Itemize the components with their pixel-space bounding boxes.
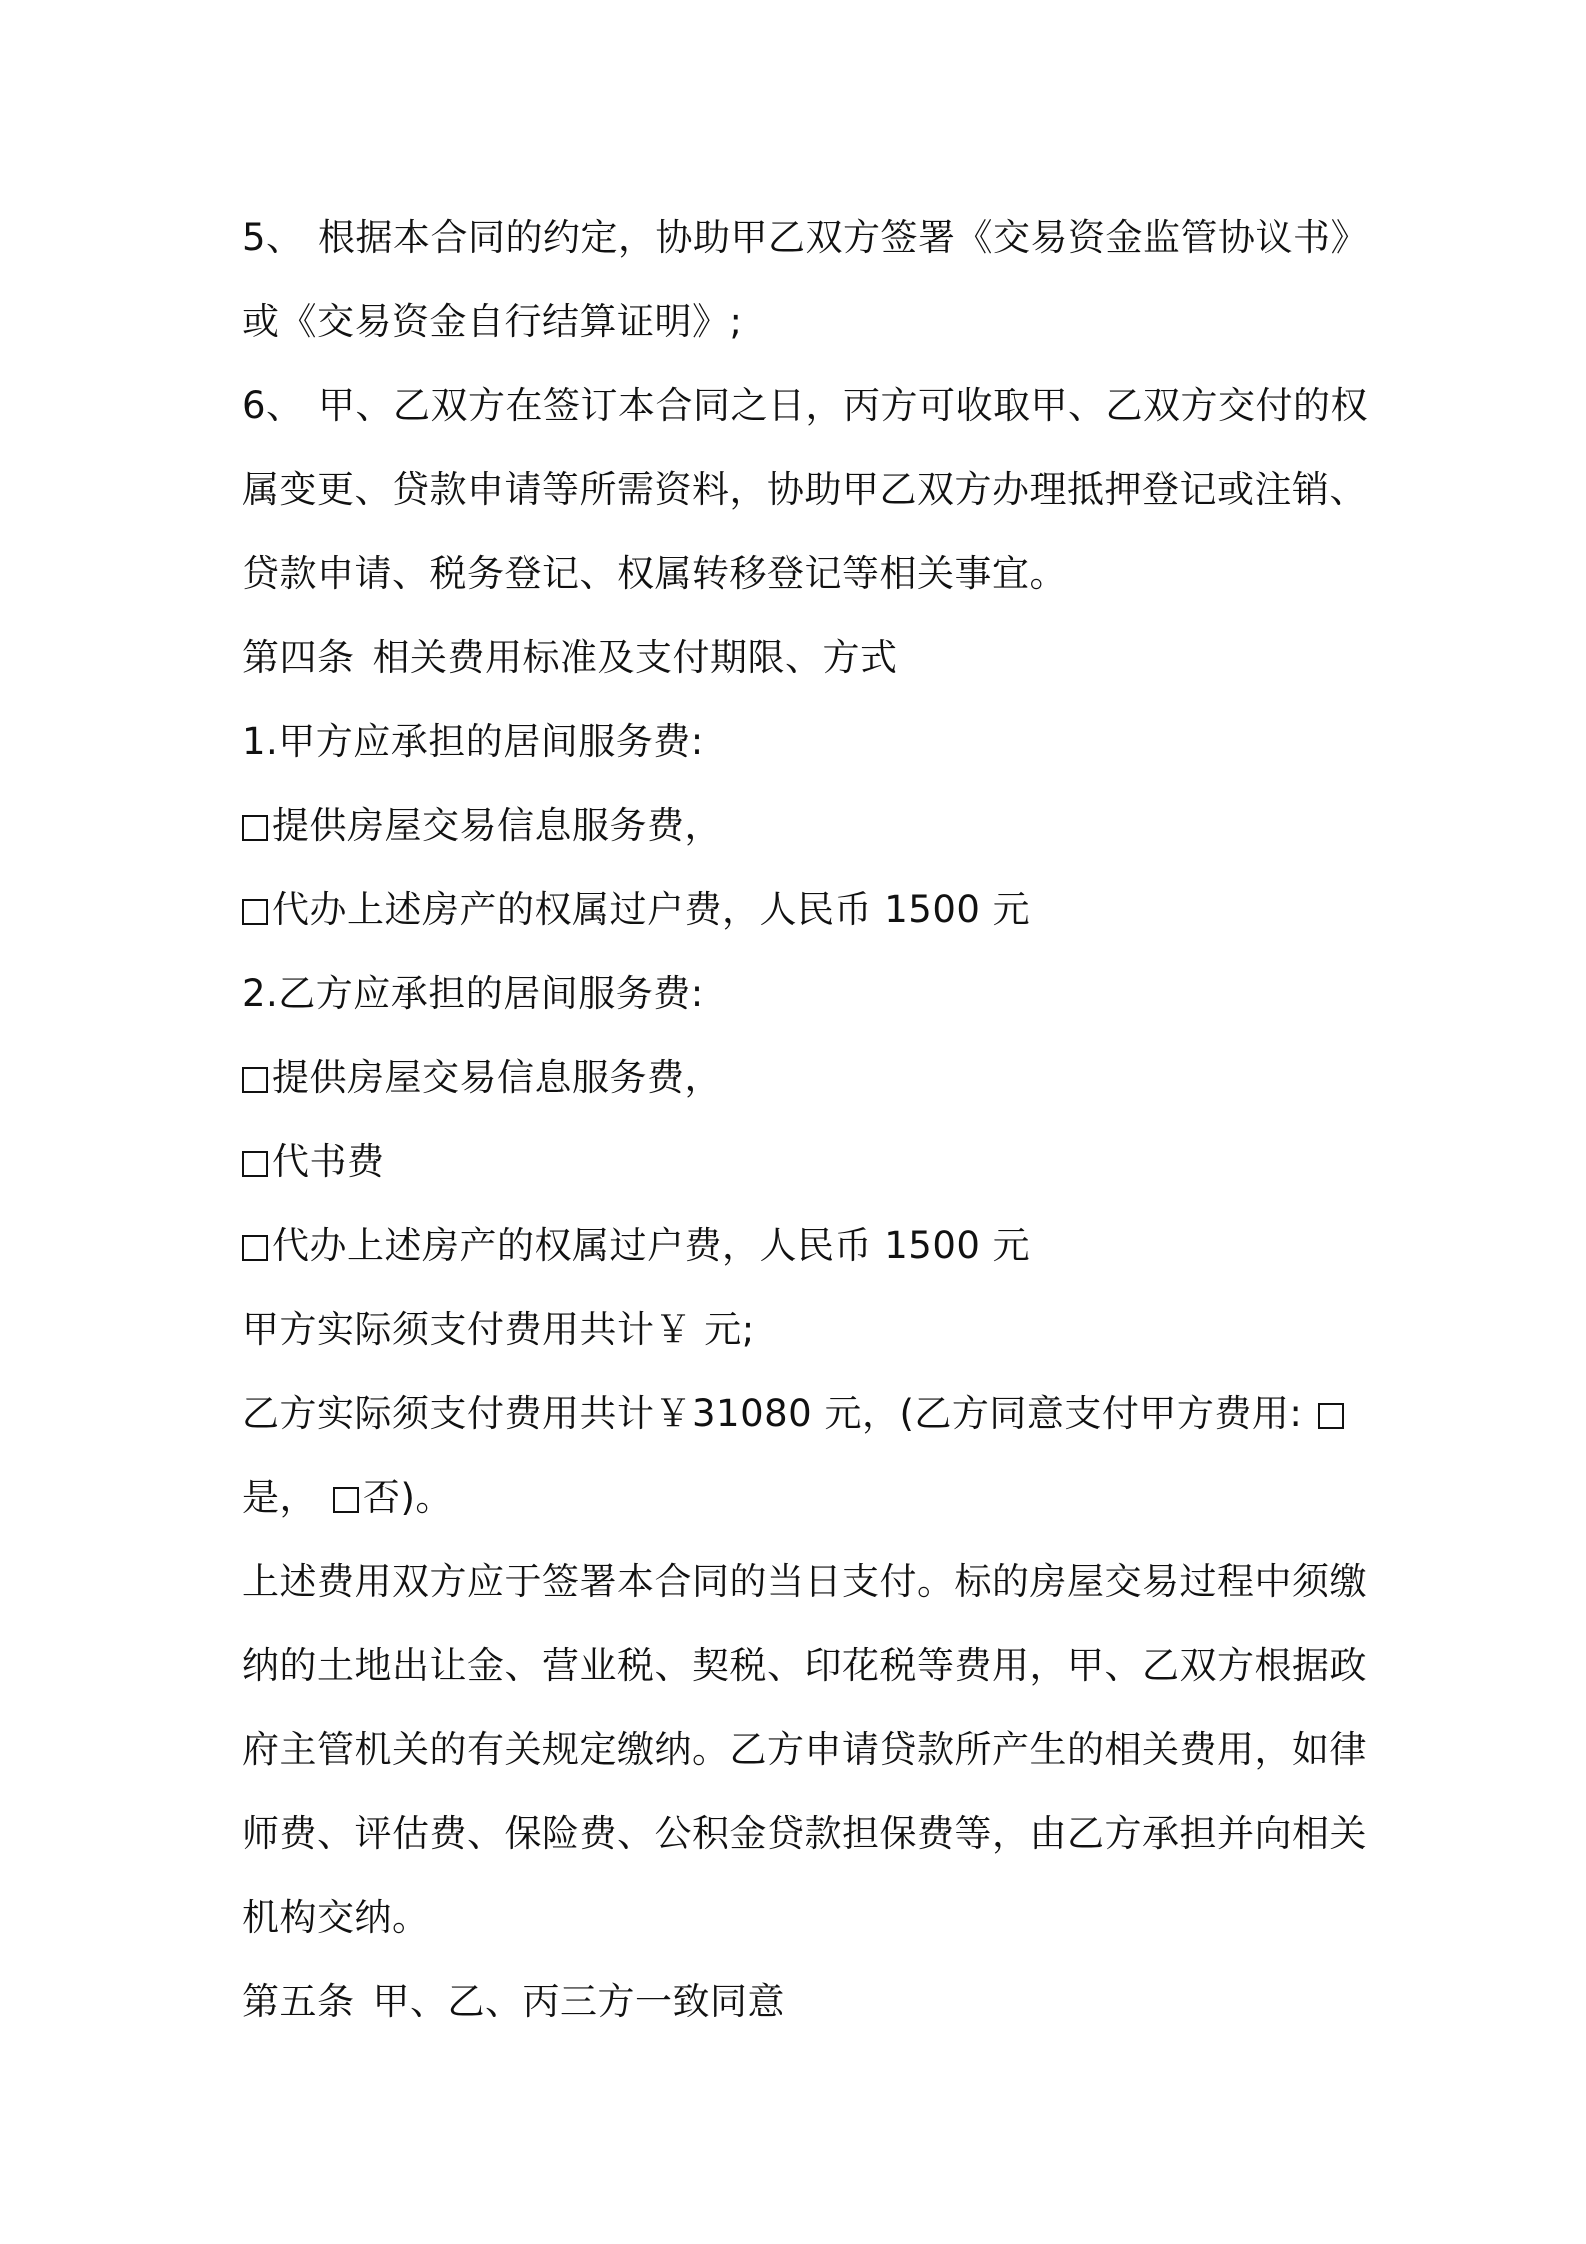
party-b-fee-option-3 xyxy=(242,1204,1362,1288)
party-b-fees-title-text: 2.乙方应承担的居间服务费: xyxy=(242,972,704,1015)
article-5-title: 甲、乙、丙三方一致同意 xyxy=(372,1980,785,2023)
payment-note-line-4 xyxy=(242,1792,1367,1876)
party-b-total-text: 乙方实际须支付费用共计￥31080 元，(乙方同意支付甲方费用: xyxy=(242,1392,1303,1435)
checkbox-icon xyxy=(242,1151,268,1177)
party-a-fee-option-2 xyxy=(242,868,1362,952)
checkbox-icon xyxy=(242,1067,268,1093)
item-6-text-2: 属变更、贷款申请等所需资料，协助甲乙双方办理抵押登记或注销、 xyxy=(242,468,1367,511)
item-5-line-2 xyxy=(242,280,1362,364)
party-b-fee-option-1 xyxy=(242,1036,1362,1120)
article-4-number: 第四条 xyxy=(242,636,355,679)
payment-note-line-5 xyxy=(242,1876,1362,1960)
article-5-heading xyxy=(242,1960,1362,2044)
article-4-title: 相关费用标准及支付期限、方式 xyxy=(372,636,898,679)
checkbox-icon xyxy=(242,899,268,925)
payment-note-text-1: 上述费用双方应于签署本合同的当日支付。标的房屋交易过程中须缴 xyxy=(242,1560,1367,1603)
article-4-heading xyxy=(242,616,1362,700)
party-a-fees-title-text: 1.甲方应承担的居间服务费: xyxy=(242,720,704,763)
item-6-line-2 xyxy=(242,448,1367,532)
article-5-number: 第五条 xyxy=(242,1980,355,2023)
party-a-fee-option-1-label: 提供房屋交易信息服务费， xyxy=(272,804,722,847)
item-6-text-3: 贷款申请、税务登记、权属转移登记等相关事宜。 xyxy=(242,552,1067,595)
checkbox-icon xyxy=(242,815,268,841)
item-6-number: 6、 xyxy=(242,384,304,427)
party-b-fee-option-2 xyxy=(242,1120,1362,1204)
item-6-text-1: 甲、乙双方在签订本合同之日，丙方可收取甲、乙双方交付的权 xyxy=(318,384,1368,427)
party-b-total-line-2 xyxy=(242,1456,1362,1540)
payment-note-line-3 xyxy=(242,1708,1367,1792)
checkbox-icon xyxy=(1318,1403,1344,1429)
party-b-total-line-1 xyxy=(242,1372,1362,1456)
item-5-text-2: 或《交易资金自行结算证明》; xyxy=(242,300,743,343)
party-a-total-text: 甲方实际须支付费用共计￥ 元; xyxy=(242,1308,755,1351)
party-a-fee-option-2-label: 代办上述房产的权属过户费，人民币 1500 元 xyxy=(272,888,1031,931)
payment-note-line-1 xyxy=(242,1540,1367,1624)
party-a-fees-title xyxy=(242,700,1362,784)
item-6-line-1 xyxy=(242,364,1368,448)
item-5-line-1 xyxy=(242,196,1368,280)
payment-note-text-4: 师费、评估费、保险费、公积金贷款担保费等，由乙方承担并向相关 xyxy=(242,1812,1367,1855)
party-b-no-label: 否)。 xyxy=(363,1476,453,1519)
party-a-total xyxy=(242,1288,1362,1372)
item-5-text-1: 根据本合同的约定，协助甲乙双方签署《交易资金监管协议书》 xyxy=(318,216,1368,259)
party-b-fees-title xyxy=(242,952,1362,1036)
item-6-line-3 xyxy=(242,532,1362,616)
document-body xyxy=(242,196,1368,2044)
checkbox-icon xyxy=(242,1235,268,1261)
item-5-number: 5、 xyxy=(242,216,304,259)
checkbox-icon xyxy=(333,1487,359,1513)
payment-note-text-3: 府主管机关的有关规定缴纳。乙方申请贷款所产生的相关费用，如律 xyxy=(242,1728,1367,1771)
party-b-fee-option-2-label: 代书费 xyxy=(272,1140,385,1183)
party-a-fee-option-1 xyxy=(242,784,1362,868)
party-b-yes-label: 是， xyxy=(242,1476,317,1519)
party-b-fee-option-1-label: 提供房屋交易信息服务费， xyxy=(272,1056,722,1099)
payment-note-line-2 xyxy=(242,1624,1367,1708)
party-b-fee-option-3-label: 代办上述房产的权属过户费，人民币 1500 元 xyxy=(272,1224,1031,1267)
payment-note-text-2: 纳的土地出让金、营业税、契税、印花税等费用，甲、乙双方根据政 xyxy=(242,1644,1367,1687)
payment-note-text-5: 机构交纳。 xyxy=(242,1896,430,1939)
